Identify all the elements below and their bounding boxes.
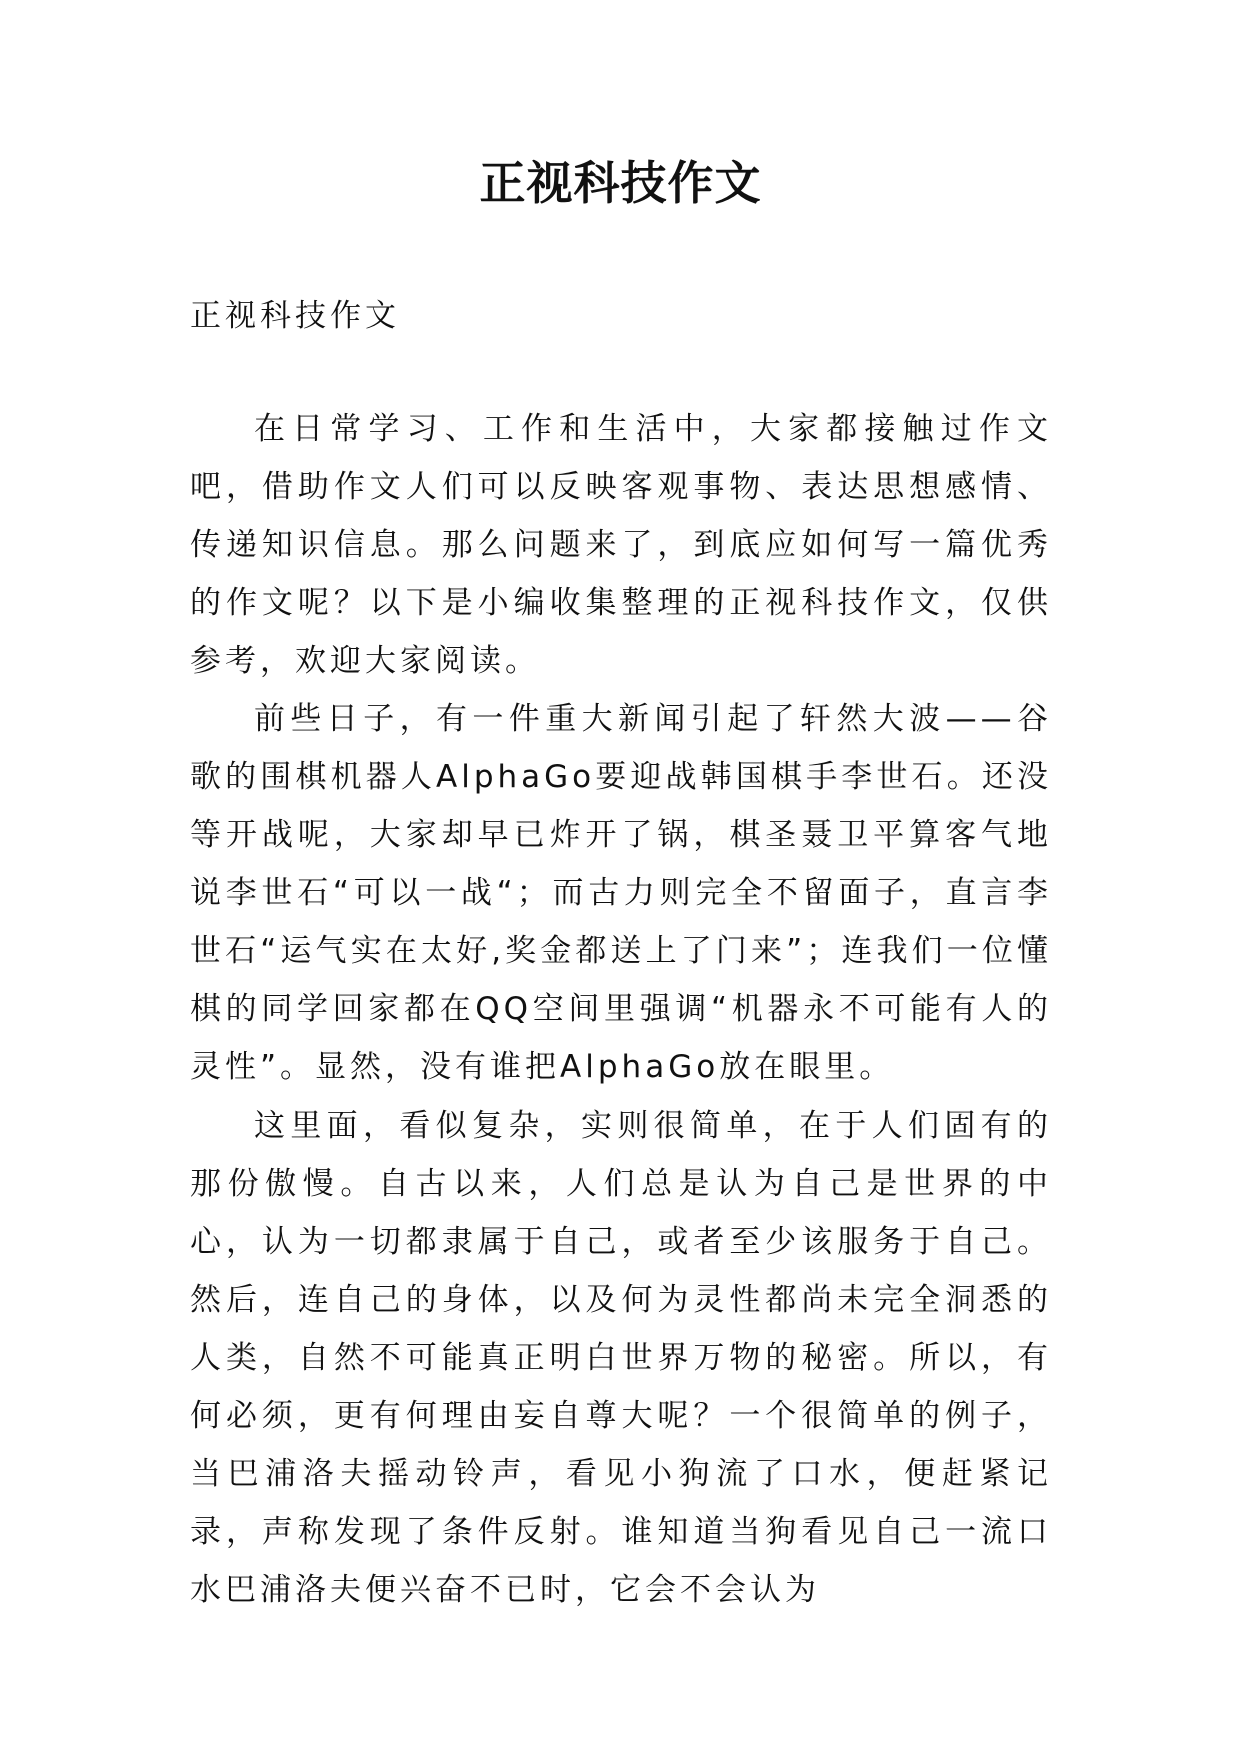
document-title: 正视科技作文 [479,156,762,210]
paragraph-arrogance: 这里面，看似复杂，实则很简单，在于人们固有的那份傲慢。自古以来，人们总是认为自己是世界的中心，认为一切都隶属于自己，或者至少该服务于自己。然后，连自己的身体，以及何为灵性都尚未完全洞悉的人类，自然不可能真正明白世界万物的秘密。所以，有何必须，更有何理由妄自尊大呢？一个很简单的例子，当巴浦洛夫摇动铃声，看见小狗流了口水，便赶紧记录，声称发现了条件反射。谁知道当狗看见自己一流口水巴浦洛夫便兴奋不已时，它会不会认为 [190,1108,1052,1608]
paragraph-intro: 在日常学习、工作和生活中，大家都接触过作文吧，借助作文人们可以反映客观事物、表达思想感情、传递知识信息。那么问题来了，到底应如何写一篇优秀的作文呢？以下是小编收集整理的正视科技作文，仅供参考，欢迎大家阅读。 [190,411,1052,679]
document-subtitle: 正视科技作文 [190,298,400,334]
paragraph-alphago: 前些日子，有一件重大新闻引起了轩然大波——谷歌的围棋机器人AlphaGo要迎战韩国棋手李世石。还没等开战呢，大家却早已炸开了锅，棋圣聂卫平算客气地说李世石“可以一战“；而古力则完全不留面子，直言李世石“运气实在太好,奖金都送上了门来”；连我们一位懂棋的同学回家都在QQ空间里强调“机器永不可能有人的灵性”。显然，没有谁把AlphaGo放在眼里。 [190,701,1052,1085]
